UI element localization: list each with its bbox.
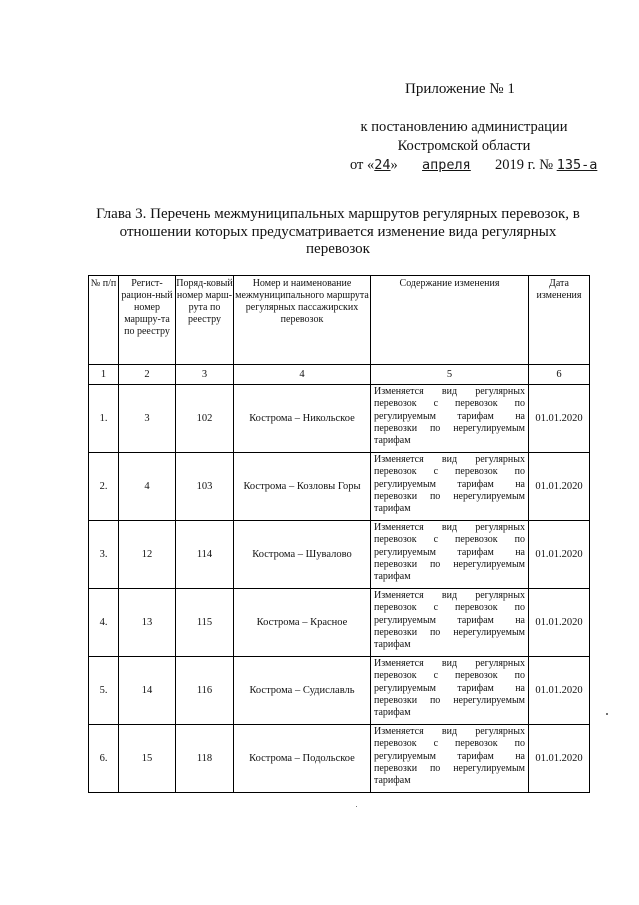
change-content: Изменяется вид регулярных перевозок с перевозок по регулируемым тарифам на перевозки по нерегулируемым тарифам xyxy=(371,725,529,793)
table-row xyxy=(89,725,590,793)
change-content: Изменяется вид регулярных перевозок с перевозок по регулируемым тарифам на перевозки по нерегулируемым тарифам xyxy=(371,657,529,725)
column-number: 2 xyxy=(119,365,176,385)
header-ordinal-number: Поряд-ковый номер марш-рута по реестру xyxy=(176,276,234,365)
route-name: Кострома – Шувалово xyxy=(234,521,371,589)
change-content: Изменяется вид регулярных перевозок с перевозок по регулируемым тарифам на перевозки по нерегулируемым тарифам xyxy=(371,385,529,453)
header-change-date: Дата изменения xyxy=(529,276,590,365)
change-date: 01.01.2020 xyxy=(529,725,590,793)
table-row xyxy=(89,453,590,521)
ordinal-number: 118 xyxy=(176,725,234,793)
decree-reference xyxy=(352,118,576,156)
change-date: 01.01.2020 xyxy=(529,657,590,725)
header-number: № п/п xyxy=(89,276,119,365)
row-number: 5. xyxy=(89,657,119,725)
registration-number: 15 xyxy=(119,725,176,793)
ordinal-number: 102 xyxy=(176,385,234,453)
table-row xyxy=(89,657,590,725)
change-content: Изменяется вид регулярных перевозок с перевозок по регулируемым тарифам на перевозки по нерегулируемым тарифам xyxy=(371,589,529,657)
change-date: 01.01.2020 xyxy=(529,385,590,453)
table-header-row xyxy=(89,276,590,365)
decree-line-1: к постановлению администрации xyxy=(360,119,568,135)
registration-number: 12 xyxy=(119,521,176,589)
scan-speck xyxy=(606,713,608,715)
date-prefix: от « xyxy=(350,157,375,173)
registration-number: 3 xyxy=(119,385,176,453)
chapter-title: Глава 3. Перечень межмуниципальных маршрутов регулярных перевозок, в отношении которых предусматривается изменение вида регулярных перевозок xyxy=(96,206,580,257)
table-row xyxy=(89,521,590,589)
row-number: 2. xyxy=(89,453,119,521)
column-number: 1 xyxy=(89,365,119,385)
route-name: Кострома – Красное xyxy=(234,589,371,657)
header-registration-number: Регист-рацион-ный номер маршру-та по реестру xyxy=(119,276,176,365)
row-number: 6. xyxy=(89,725,119,793)
registration-number: 14 xyxy=(119,657,176,725)
change-content: Изменяется вид регулярных перевозок с перевозок по регулируемым тарифам на перевозки по нерегулируемым тарифам xyxy=(371,521,529,589)
route-name: Кострома – Судиславль xyxy=(234,657,371,725)
table-row xyxy=(89,385,590,453)
ordinal-number: 116 xyxy=(176,657,234,725)
row-number: 3. xyxy=(89,521,119,589)
date-month: апреля xyxy=(422,157,471,173)
registration-number: 4 xyxy=(119,453,176,521)
column-number: 3 xyxy=(176,365,234,385)
ordinal-number: 114 xyxy=(176,521,234,589)
scan-speck xyxy=(356,806,357,807)
change-date: 01.01.2020 xyxy=(529,521,590,589)
date-year: 2019 г. № xyxy=(495,157,554,173)
routes-table xyxy=(88,275,590,793)
ordinal-number: 115 xyxy=(176,589,234,657)
date-day: 24 xyxy=(374,157,391,173)
route-name: Кострома – Никольское xyxy=(234,385,371,453)
decree-line-2: Костромской области xyxy=(397,138,531,154)
table-row xyxy=(89,589,590,657)
column-number: 4 xyxy=(234,365,371,385)
ordinal-number: 103 xyxy=(176,453,234,521)
decree-number: 135-а xyxy=(556,157,598,173)
date-month-underline xyxy=(401,157,491,174)
appendix-label: Приложение № 1 xyxy=(405,81,515,97)
change-date: 01.01.2020 xyxy=(529,453,590,521)
change-date: 01.01.2020 xyxy=(529,589,590,657)
row-number: 1. xyxy=(89,385,119,453)
change-content: Изменяется вид регулярных перевозок с перевозок по регулируемым тарифам на перевозки по нерегулируемым тарифам xyxy=(371,453,529,521)
registration-number: 13 xyxy=(119,589,176,657)
header-change-content: Содержание изменения xyxy=(371,276,529,365)
column-number: 6 xyxy=(529,365,590,385)
header-route-name: Номер и наименование межмуниципального маршрута регулярных пассажирских перевозок xyxy=(234,276,371,365)
decree-date-line xyxy=(350,157,597,174)
row-number: 4. xyxy=(89,589,119,657)
route-name: Кострома – Подольское xyxy=(234,725,371,793)
column-number-row xyxy=(89,365,590,385)
route-name: Кострома – Козловы Горы xyxy=(234,453,371,521)
date-quote-close: » xyxy=(390,157,398,173)
column-number: 5 xyxy=(371,365,529,385)
